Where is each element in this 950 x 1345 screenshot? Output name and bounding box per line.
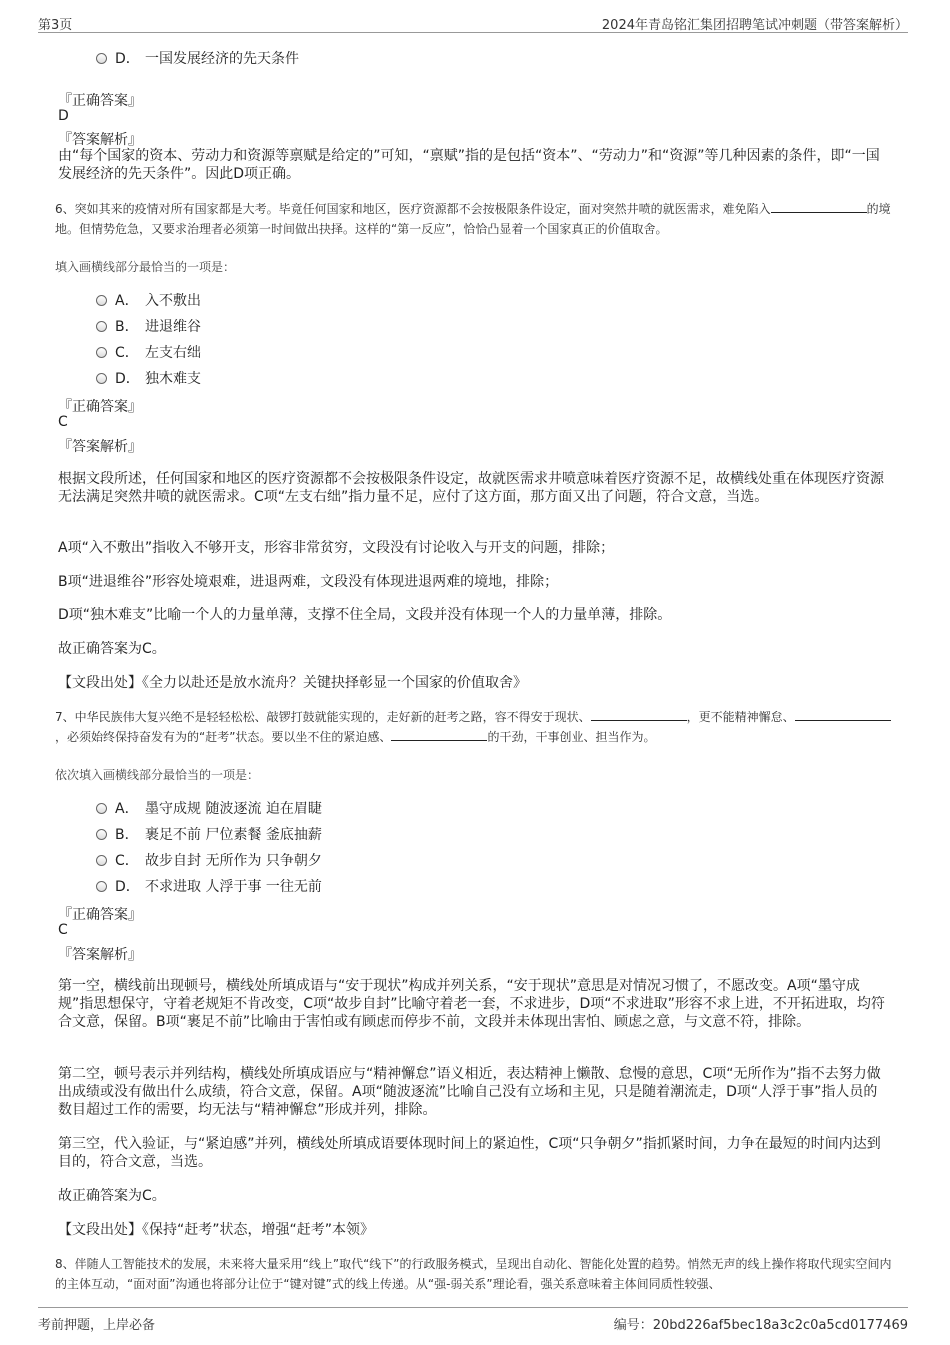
footer-slogan: 考前押题，上岸必备 <box>38 1318 156 1333</box>
q6-option-c[interactable]: C． 左支右绌 <box>96 342 201 362</box>
q6-analysis-4: D项“独木难支”比喻一个人的力量单薄，支撑不住全局，文段并没有体现一个人的力量单薄，排除。 <box>58 607 672 623</box>
document-id: 编号：20bd226af5bec18a3c2c0a5cd0177469 <box>613 1318 908 1333</box>
q7-stem: 7、中华民族伟大复兴绝不是轻轻松松、敲锣打鼓就能实现的，走好新的赶考之路，容不得安于现状、 ，更不能精神懈怠、，必须始终保持奋发有为的“赶考”状态。要以坐不住的紧迫感、 的干劲，干事创业、担当作为。 <box>55 707 897 747</box>
q6-analysis-5: 故正确答案为C。 <box>58 641 166 657</box>
analysis-label: 『答案解析』 <box>58 947 142 963</box>
radio-icon[interactable] <box>96 295 107 306</box>
correct-answer-label: 『正确答案』 <box>58 907 142 923</box>
q6-answer: C <box>58 414 68 430</box>
q6-analysis-2: A项“入不敷出”指收入不够开支，形容非常贫穷，文段没有讨论收入与开支的问题，排除； <box>58 540 615 556</box>
q7-option-a[interactable]: A． 墨守成规 随波逐流 迫在眉睫 <box>96 798 322 818</box>
correct-answer-label: 『正确答案』 <box>58 93 142 109</box>
q8-stem: 8、伴随人工智能技术的发展，未来将大量采用“线上”取代“线下”的行政服务模式，呈现出自动化、智能化处置的趋势。悄然无声的线上操作将取代现实空间内的主体互动，“面对面”沟通也将部分让位于“键对键”式的线上传递。从“强-弱关系”理论看，强关系意味着主体间同质性较强、 <box>55 1257 892 1291</box>
q7-prompt: 依次填入画横线部分最恰当的一项是： <box>55 768 260 782</box>
radio-icon[interactable] <box>96 53 107 64</box>
radio-icon[interactable] <box>96 881 107 892</box>
q5-analysis: 由“每个国家的资本、劳动力和资源等禀赋是给定的”可知，“禀赋”指的是包括“资本”、“劳动力”和“资源”等几种因素的条件，即“一国发展经济的先天条件”。因此D项正确。 <box>58 148 880 182</box>
q7-answer: C <box>58 922 68 938</box>
radio-icon[interactable] <box>96 829 107 840</box>
q5-answer: D <box>58 108 69 124</box>
radio-icon[interactable] <box>96 803 107 814</box>
blank-line <box>391 728 487 741</box>
q6-option-a[interactable]: A． 入不敷出 <box>96 290 201 310</box>
q6-analysis-3: B项“进退维谷”形容处境艰难，进退两难，文段没有体现进退两难的境地，排除； <box>58 574 559 590</box>
document-title: 2024年青岛铭汇集团招聘笔试冲刺题（带答案解析） <box>601 18 908 33</box>
blank-line <box>591 708 687 721</box>
q6-source: 【文段出处】《全力以赴还是放水流舟？关键抉择彰显一个国家的价值取舍》 <box>58 675 527 691</box>
blank-line <box>771 200 867 213</box>
q6-analysis-1: 根据文段所述，任何国家和地区的医疗资源都不会按极限条件设定，故就医需求井喷意味着医疗资源不足，故横线处重在体现医疗资源无法满足突然井喷的就医需求。C项“左支右绌”指力量不足，应付了这方面，那方面又出了问题，符合文意，当选。 <box>58 471 884 505</box>
q7-analysis-4: 故正确答案为C。 <box>58 1188 166 1204</box>
q5-option-d[interactable]: D． 一国发展经济的先天条件 <box>96 48 299 68</box>
q7-option-b[interactable]: B． 裹足不前 尸位素餐 釜底抽薪 <box>96 824 322 844</box>
q7-option-c[interactable]: C． 故步自封 无所作为 只争朝夕 <box>96 850 322 870</box>
radio-icon[interactable] <box>96 373 107 384</box>
q6-stem: 6、突如其来的疫情对所有国家都是大考。毕竟任何国家和地区，医疗资源都不会按极限条件设定，面对突然井喷的就医需求，难免陷入 的境地。但情势危急，又要求治理者必须第一时间做出抉择。这样的“第一反应”，恰恰凸显着一个国家真正的价值取舍。 <box>55 202 891 236</box>
q6-option-d[interactable]: D． 独木难支 <box>96 368 201 388</box>
radio-icon[interactable] <box>96 347 107 358</box>
analysis-label: 『答案解析』 <box>58 132 142 148</box>
q6-prompt: 填入画横线部分最恰当的一项是： <box>55 260 236 274</box>
q7-option-d[interactable]: D． 不求进取 人浮于事 一往无前 <box>96 876 322 896</box>
analysis-label: 『答案解析』 <box>58 439 142 455</box>
page-footer <box>38 1307 908 1333</box>
blank-line <box>795 708 891 721</box>
q6-option-b[interactable]: B． 进退维谷 <box>96 316 201 336</box>
page-number: 第3页 <box>38 18 73 33</box>
correct-answer-label: 『正确答案』 <box>58 399 142 415</box>
page-header <box>38 12 908 33</box>
q7-analysis-1: 第一空，横线前出现顿号，横线处所填成语与“安于现状”构成并列关系，“安于现状”意思是对情况习惯了，不愿改变。A项“墨守成规”指思想保守，守着老规矩不肯改变，C项“故步自封”比喻守着老一套，不求进步，D项“不求进取”形容不求上进，不开拓进取，均符合文意，保留。B项“裹足不前”比喻由于害怕或有顾虑而停步不前，文段并未体现出害怕、顾虑之意，与文意不符，排除。 <box>58 978 885 1030</box>
radio-icon[interactable] <box>96 321 107 332</box>
radio-icon[interactable] <box>96 855 107 866</box>
q7-analysis-2: 第二空，顿号表示并列结构，横线处所填成语应与“精神懈怠”语义相近，表达精神上懒散、怠慢的意思，C项“无所作为”指不去努力做出成绩或没有做出什么成绩，符合文意，保留。A项“随波逐流”比喻自己没有立场和主见，只是随着潮流走，D项“人浮于事”指人员的数目超过工作的需要，均无法与“精神懈怠”形成并列，排除。 <box>58 1066 881 1118</box>
q7-source: 【文段出处】《保持“赶考”状态，增强“赶考”本领》 <box>58 1222 375 1238</box>
q7-analysis-3: 第三空，代入验证，与“紧迫感”并列，横线处所填成语要体现时间上的紧迫性，C项“只争朝夕”指抓紧时间，力争在最短的时间内达到目的，符合文意，当选。 <box>58 1136 881 1170</box>
